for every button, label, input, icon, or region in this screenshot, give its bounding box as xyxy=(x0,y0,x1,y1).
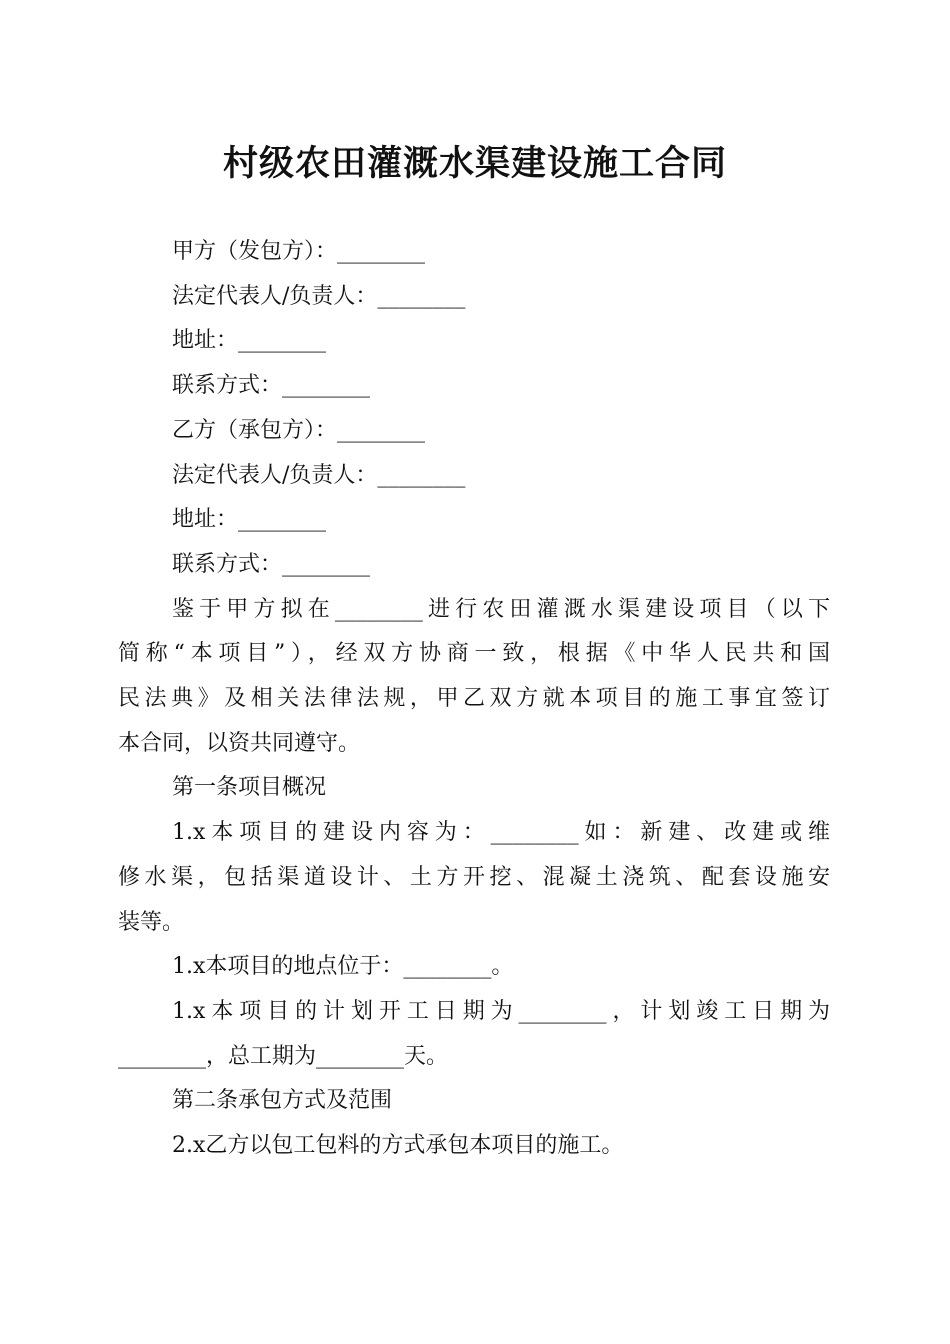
preamble-line: 简称“本项目”），经双方协商一致，根据《中华人民共和国 xyxy=(118,641,830,667)
preamble-line: 本合同，以资共同遵守。 xyxy=(118,730,361,756)
party-a-address: 地址：________ xyxy=(172,328,327,354)
article-2-heading: 第二条承包方式及范围 xyxy=(172,1088,393,1114)
party-b-contact: 联系方式：________ xyxy=(172,551,371,577)
clause-line: 2.x乙方以包工包料的方式承包本项目的施工。 xyxy=(172,1133,624,1158)
clause-line: ________，总工期为________天。 xyxy=(118,1043,449,1069)
clause-line: 修水渠，包括渠道设计、土方开挖、混凝土浇筑、配套设施安 xyxy=(118,864,830,890)
party-a-rep: 法定代表人/负责人：________ xyxy=(172,283,466,309)
document-title: 村级农田灌溉水渠建设施工合同 xyxy=(222,143,727,184)
party-b-address: 地址：________ xyxy=(172,507,327,533)
party-b: 乙方（承包方）：________ xyxy=(172,417,426,443)
party-a-contact: 联系方式：________ xyxy=(172,373,371,399)
clause-line: 装等。 xyxy=(118,909,185,935)
article-1-heading: 第一条项目概况 xyxy=(172,775,327,801)
clause-line: 1.x本项目的计划开工日期为________，计划竣工日期为 xyxy=(172,998,830,1024)
party-b-rep: 法定代表人/负责人：________ xyxy=(172,462,466,488)
clause-line: 1.x本项目的地点位于：________。 xyxy=(172,954,514,980)
clause-line: 1.x本项目的建设内容为：________如：新建、改建或维 xyxy=(172,820,830,846)
preamble-line: 鉴于甲方拟在________进行农田灌溉水渠建设项目（以下 xyxy=(172,596,830,622)
preamble-line: 民法典》及相关法律法规，甲乙双方就本项目的施工事宜签订 xyxy=(118,686,830,711)
party-a: 甲方（发包方）：________ xyxy=(172,239,426,264)
